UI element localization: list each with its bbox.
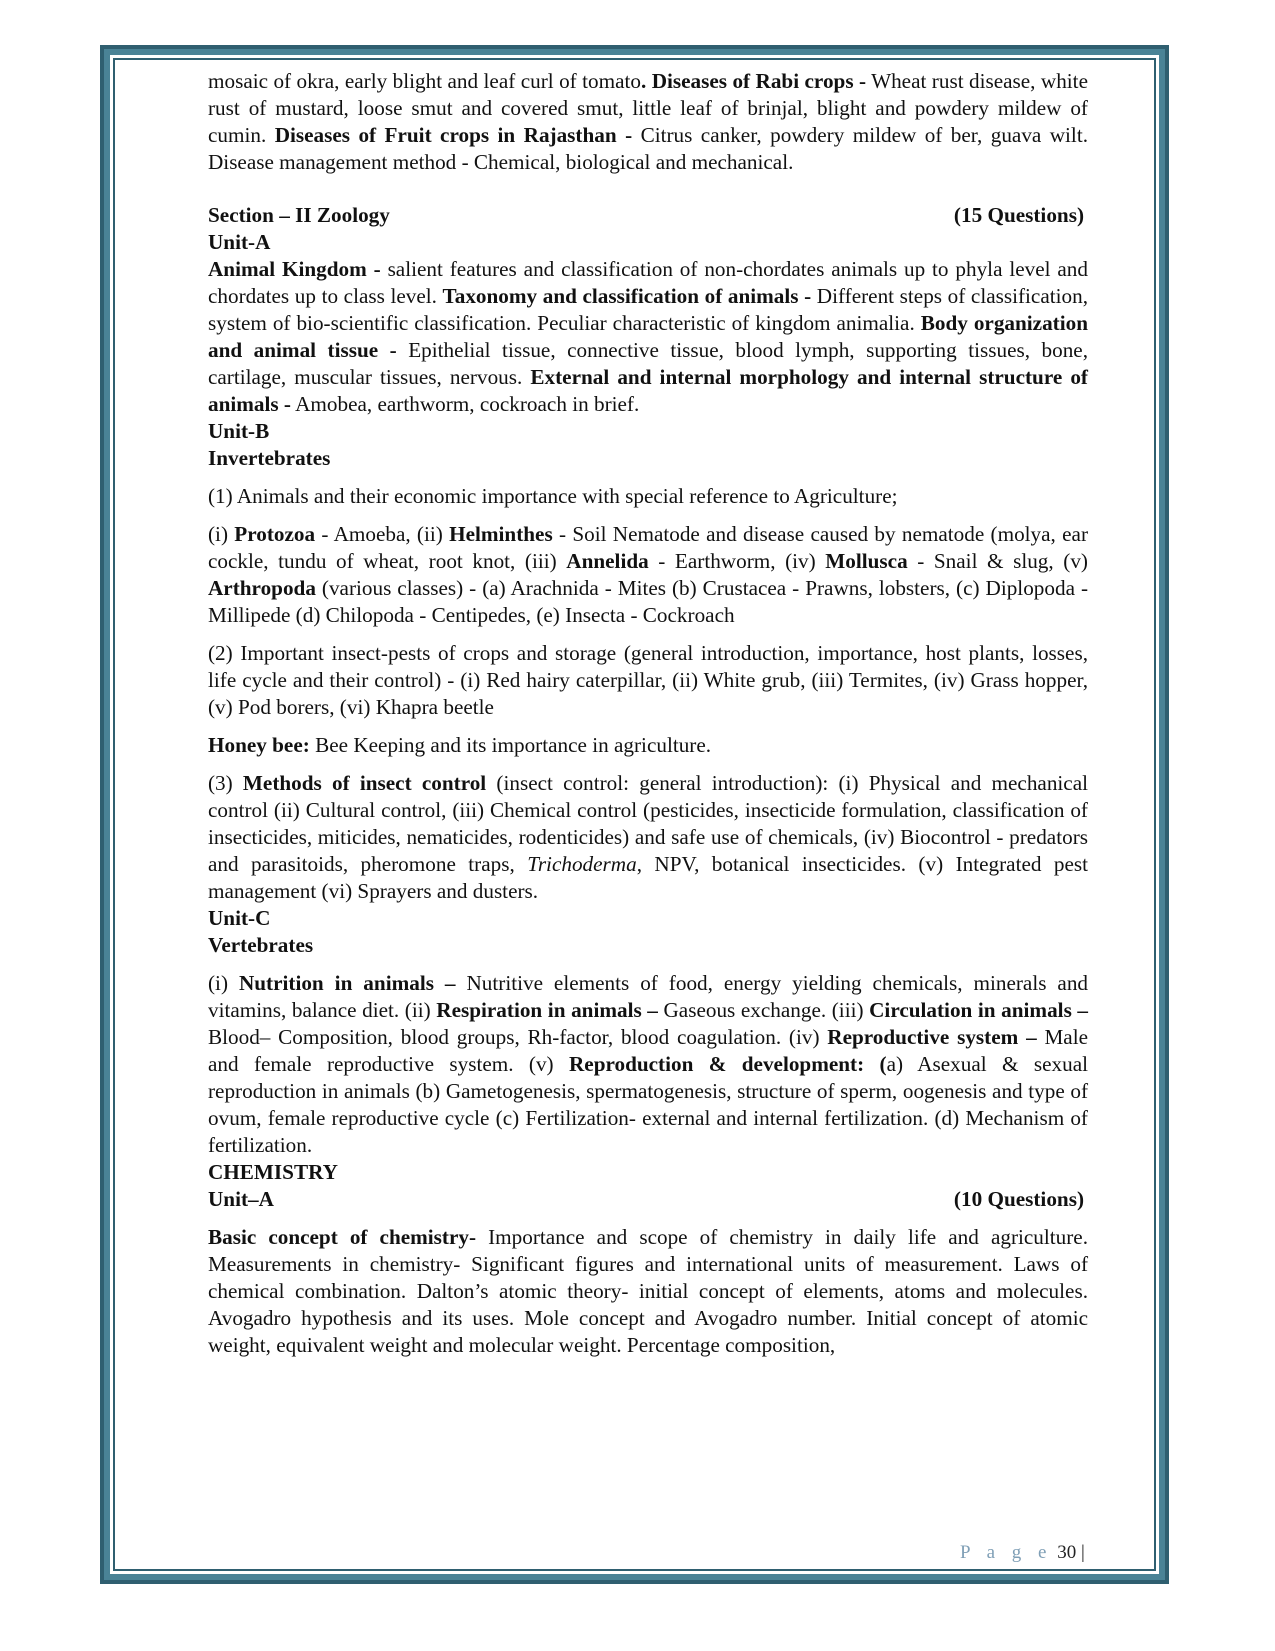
honey-bee-paragraph: Honey bee: Bee Keeping and its importance in agriculture. [208, 733, 712, 757]
page-footer [960, 1542, 1085, 1564]
unit-c-heading: Unit-C [208, 906, 271, 930]
invertebrates-phyla-paragraph: (i) Protozoa - Amoeba, (ii) Helminthes - Soil Nematode and disease caused by nematode (molya, ear cockle, tundu of wheat, root knot, (iii) Annelida - Earthworm, (iv) Mollusca - Snail & slug, (v) Arthropoda (various classes) - (a) Arachnida - Mites (b) Crustacea - Prawns, lobsters, (c) Diplopoda - Millipede (d) Chilopoda - Centipedes, (e) Insecta - Cockroach [208, 522, 1088, 627]
insect-control-paragraph: (3) Methods of insect control (insect control: general introduction): (i) Physical and mechanical control (ii) Cultural control, (iii) Chemical control (pesticides, insecticide formulation, classification of insecticides, miticides, nematicides, rodenticides) and safe use of chemicals, (iv) Biocontrol - predators and parasitoids, pheromone traps, Trichoderma, NPV, botanical insecticides. (v) Integrated pest management (vi) Sprayers and dusters. [208, 771, 1089, 903]
unit-b-heading: Unit-B [208, 419, 270, 443]
unit-a-paragraph: Animal Kingdom - salient features and classification of non-chordates animals up to phyla level and chordates up to class level. Taxonomy and classification of animals - Different steps of classification, system of bio-scientific classification. Peculiar characteristic of kingdom animalia. Body organization and animal tissue - Epithelial tissue, connective tissue, blood lymph, supporting tissues, bone, cartilage, muscular tissues, nervous. External and internal morphology and internal structure of animals - Amobea, earthworm, cockroach in brief. [208, 257, 1089, 416]
zoology-section-heading [208, 202, 1088, 229]
question-count: (15 Questions) [953, 203, 1084, 227]
vertebrates-paragraph: (i) Nutrition in animals – Nutritive elements of food, energy yielding chemicals, minerals and vitamins, balance diet. (ii) Respiration in animals – Gaseous exchange. (iii) Circulation in animals – Blood– Composition, blood groups, Rh-factor, blood coagulation. (iv) Reproductive system – Male and female reproductive system. (v) Reproduction & development: (a) Asexual & sexual reproduction in animals (b) Gametogenesis, spermatogenesis, structure of sperm, oogenesis and type of ovum, female reproductive cycle (c) Fertilization- external and internal fertilization. (d) Mechanism of fertilization. [208, 971, 1089, 1157]
chemistry-unit-a: Unit–A [208, 1187, 274, 1211]
invertebrates-heading: Invertebrates [208, 446, 331, 470]
page-number: 30 [1057, 1542, 1077, 1563]
invertebrates-item-1: (1) Animals and their economic importance with special reference to Agriculture; [208, 484, 898, 508]
section-title: Section – II Zoology [208, 203, 390, 227]
page-content [208, 68, 1088, 1359]
unit-a-heading: Unit-A [208, 230, 271, 254]
chemistry-basic-concept-paragraph: Basic concept of chemistry- Importance and scope of chemistry in daily life and agriculture. Measurements in chemistry- Significant figures and international units of measurement. Laws of chemical combination. Dalton’s atomic theory- initial concept of elements, atoms and molecules. Avogadro hypothesis and its uses. Mole concept and Avogadro number. Initial concept of atomic weight, equivalent weight and molecular weight. Percentage composition, [208, 1225, 1089, 1357]
chemistry-heading: CHEMISTRY [208, 1160, 338, 1184]
page-label: P a g e [960, 1542, 1053, 1563]
chemistry-unit-a-heading [208, 1186, 1088, 1213]
insect-pests-paragraph: (2) Important insect-pests of crops and storage (general introduction, importance, host plants, losses, life cycle and their control) - (i) Red hairy caterpillar, (ii) White grub, (iii) Termites, (iv) Grass hopper, (v) Pod borers, (vi) Khapra beetle [208, 641, 1088, 719]
chemistry-question-count: (10 Questions) [953, 1187, 1084, 1211]
page-separator: | [1080, 1542, 1085, 1563]
vertebrates-heading: Vertebrates [208, 933, 314, 957]
plant-diseases-paragraph: mosaic of okra, early blight and leaf curl of tomato. Diseases of Rabi crops - Wheat rust disease, white rust of mustard, loose smut and covered smut, little leaf of brinjal, blight and powdery mildew of cumin. Diseases of Fruit crops in Rajasthan - Citrus canker, powdery mildew of ber, guava wilt. Disease management method - Chemical, biological and mechanical. [208, 69, 1089, 174]
